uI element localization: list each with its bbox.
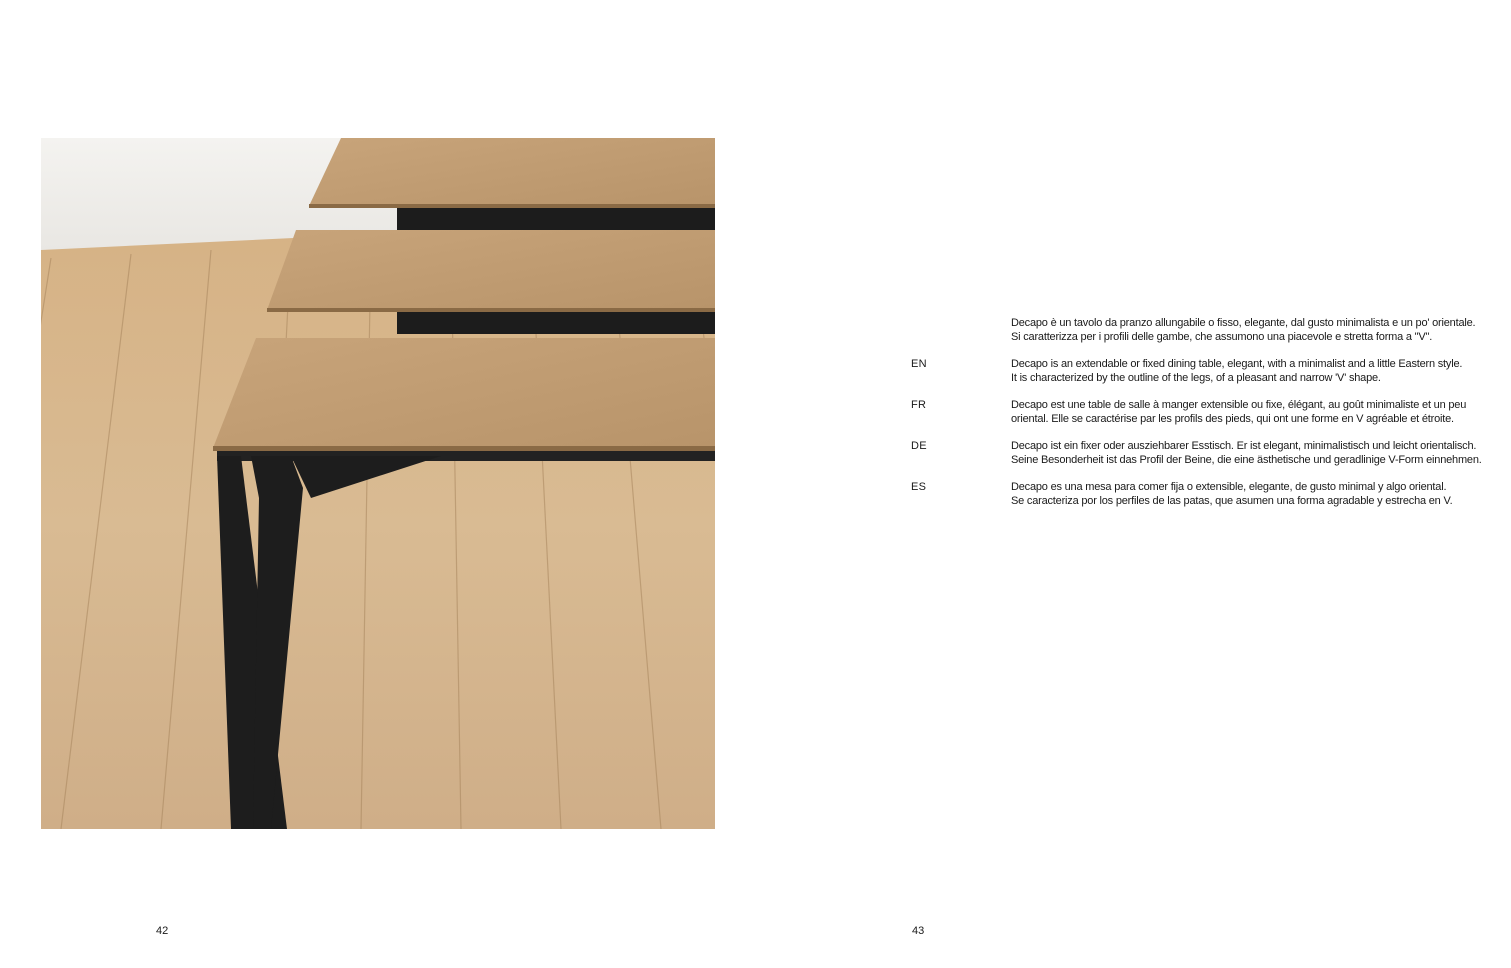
description-line: Se caracteriza por los perfiles de las patas, que asumen una forma agradable y estrecha en V. — [1011, 495, 1453, 507]
description-line: Decapo è un tavolo da pranzo allungabile o fisso, elegante, dal gusto minimalista e un po' orientale. — [1011, 317, 1476, 329]
description-text — [1011, 316, 1481, 344]
description-de — [911, 439, 1481, 480]
description-fr — [911, 398, 1481, 439]
language-code: ES — [911, 481, 927, 493]
description-line: It is characterized by the outline of the legs, of a pleasant and narrow 'V' shape. — [1011, 372, 1381, 384]
language-code: DE — [911, 440, 927, 452]
page-number-right: 43 — [912, 925, 925, 937]
description-line: Decapo is an extendable or fixed dining table, elegant, with a minimalist and a little Eastern style. — [1011, 358, 1463, 370]
language-code: FR — [911, 399, 927, 411]
description-line: Seine Besonderheit ist das Profil der Beine, die eine ästhetische und geradlinige V-Form einnehmen. — [1011, 454, 1482, 466]
description-it — [911, 316, 1481, 357]
description-line: Decapo es una mesa para comer fija o extensible, elegante, de gusto minimal y algo oriental. — [1011, 481, 1447, 493]
description-text — [1011, 398, 1481, 426]
multilingual-description — [911, 316, 1481, 521]
description-line: oriental. Elle se caractérise par les profils des pieds, qui ont une forme en V agréable et étroite. — [1011, 413, 1454, 425]
description-text — [1011, 439, 1481, 467]
description-text — [1011, 357, 1481, 385]
table-photo — [41, 138, 715, 829]
description-en — [911, 357, 1481, 398]
description-line: Decapo est une table de salle à manger extensible ou fixe, élégant, au goût minimaliste et un peu — [1011, 399, 1467, 411]
description-es — [911, 480, 1481, 521]
description-line: Si caratterizza per i profili delle gambe, che assumono una piacevole e stretta forma a "V". — [1011, 331, 1433, 343]
table-leaf-front — [213, 338, 715, 461]
page-number-left: 42 — [156, 925, 169, 937]
description-line: Decapo ist ein fixer oder ausziehbarer Esstisch. Er ist elegant, minimalistisch und leicht orientalisch. — [1011, 440, 1477, 452]
description-text — [1011, 480, 1481, 508]
table-illustration — [41, 138, 715, 829]
language-code: EN — [911, 358, 927, 370]
